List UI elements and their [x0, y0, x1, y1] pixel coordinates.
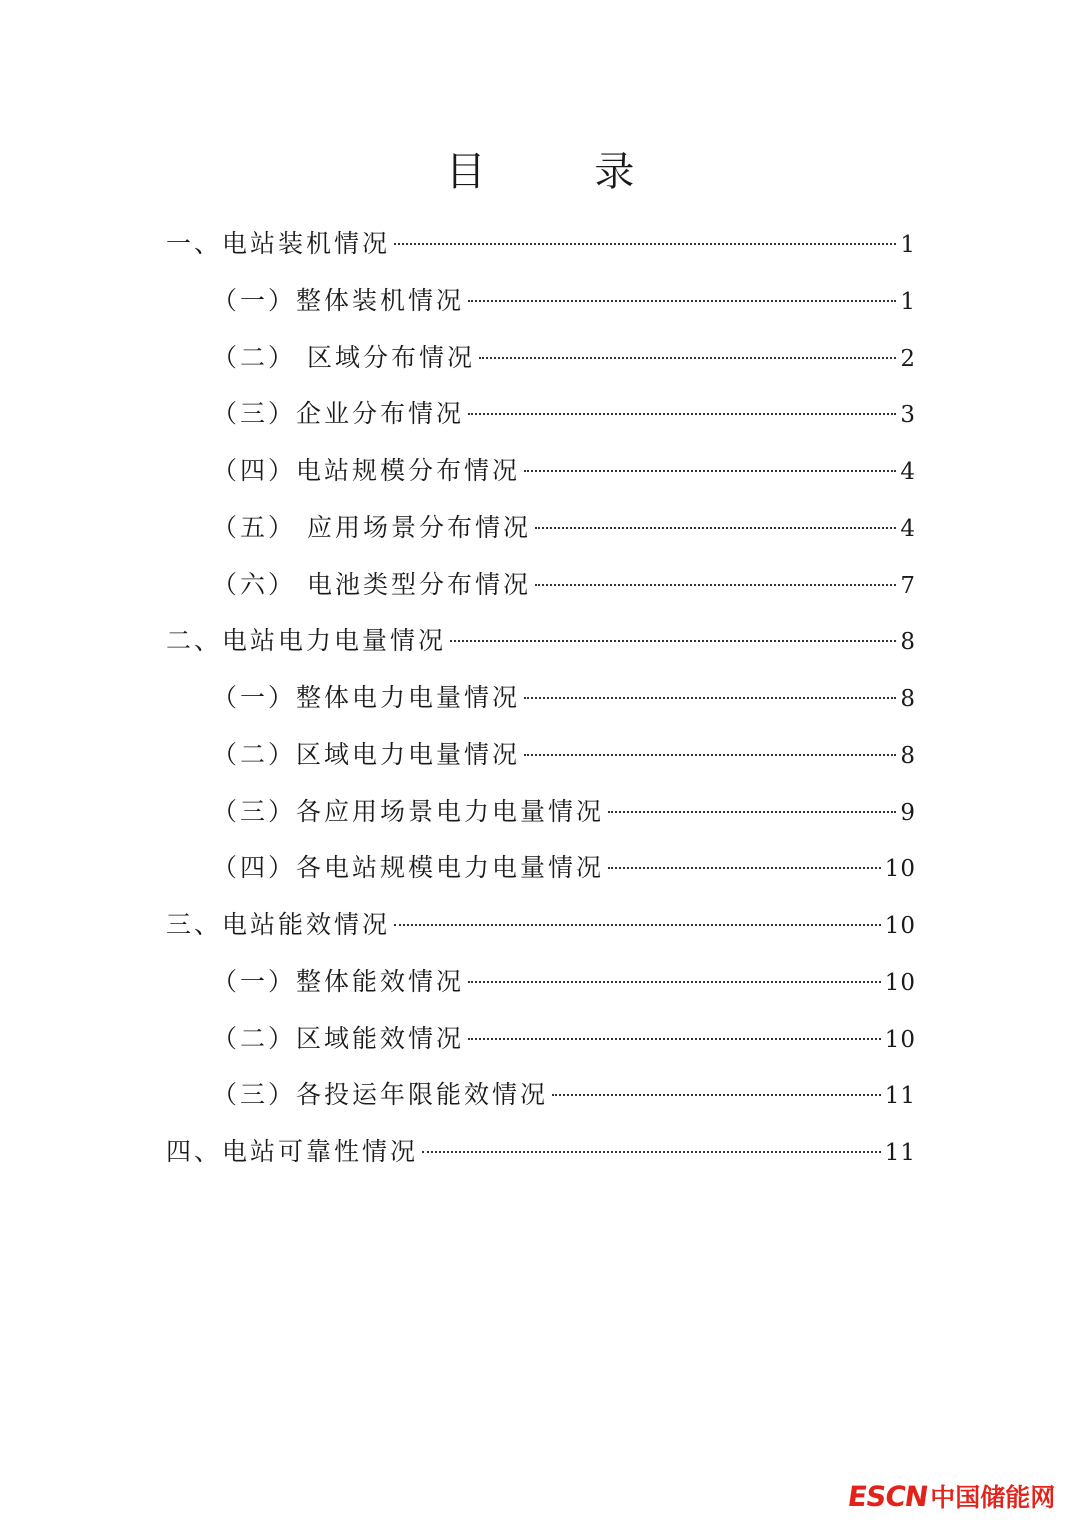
toc-dot-leader: [468, 981, 881, 983]
toc-entry[interactable]: [166, 840, 916, 897]
toc-dot-leader: [552, 1094, 881, 1096]
toc-entry[interactable]: [166, 557, 916, 614]
toc-entry[interactable]: [166, 273, 916, 330]
toc-entry-label: 四、电站可靠性情况: [166, 1137, 419, 1166]
toc-dot-leader: [394, 243, 896, 245]
toc-entry-label: （三）各投运年限能效情况: [212, 1080, 549, 1110]
toc-entry[interactable]: [166, 443, 916, 500]
page-title: 目 录: [445, 149, 683, 195]
toc-entry-label: （一）整体能效情况: [212, 966, 465, 996]
toc-page-number: 8: [900, 742, 916, 769]
toc-entry-label: 一、电站装机情况: [166, 229, 391, 258]
toc-dot-leader: [394, 924, 881, 926]
toc-entry-label: （二）区域能效情况: [212, 1023, 465, 1053]
toc-page-number: 11: [884, 1083, 916, 1110]
toc-page-number: 7: [900, 572, 916, 599]
toc-entry-label: （二） 区域分布情况: [212, 342, 475, 372]
toc-page-number: 10: [884, 1026, 916, 1053]
toc-entry-label: （三）企业分布情况: [212, 399, 465, 429]
toc-dot-leader: [608, 867, 881, 869]
toc-page-number: 3: [900, 402, 916, 429]
toc-entry[interactable]: [166, 1067, 916, 1124]
toc-entry[interactable]: [166, 670, 916, 727]
toc-entry-label: 三、电站能效情况: [166, 910, 391, 939]
toc-dot-leader: [468, 413, 896, 415]
toc-entry-label: （六） 电池类型分布情况: [212, 569, 531, 599]
toc-page-number: 10: [884, 969, 916, 996]
toc-entry-label: （四）电站规模分布情况: [212, 456, 521, 485]
toc-page-number: 1: [900, 232, 916, 258]
toc-page-number: 2: [900, 345, 916, 372]
toc-page-number: 10: [884, 856, 916, 883]
toc-dot-leader: [450, 640, 896, 642]
toc-entry[interactable]: [166, 1011, 916, 1068]
toc-entry-label: （五） 应用场景分布情况: [212, 512, 531, 542]
toc-entry-label: （一）整体电力电量情况: [212, 683, 521, 712]
toc-entry-label: （四）各电站规模电力电量情况: [212, 853, 605, 883]
toc-dot-leader: [524, 754, 896, 756]
toc-entry-label: 二、电站电力电量情况: [166, 626, 447, 656]
toc-dot-leader: [468, 1038, 881, 1040]
toc-dot-leader: [524, 697, 896, 699]
toc-page-number: 8: [900, 629, 916, 656]
toc-entry[interactable]: [166, 330, 916, 387]
toc-page-number: 4: [900, 459, 916, 485]
toc-entry[interactable]: [166, 897, 916, 954]
toc-dot-leader: [535, 584, 896, 586]
toc-entry-label: （三）各应用场景电力电量情况: [212, 796, 605, 826]
table-of-contents: [166, 216, 916, 1181]
toc-page-number: 9: [900, 799, 916, 826]
toc-entry[interactable]: [166, 954, 916, 1011]
toc-page-number: 8: [900, 686, 916, 712]
logo-cjk-text: 中国储能网: [930, 1483, 1056, 1512]
toc-dot-leader: [524, 470, 896, 472]
toc-page-number: 4: [900, 515, 916, 542]
toc-entry-label: （二）区域电力电量情况: [212, 739, 521, 769]
toc-page-number: 10: [884, 913, 916, 939]
toc-entry-label: （一）整体装机情况: [212, 285, 465, 315]
toc-dot-leader: [479, 357, 896, 359]
toc-entry[interactable]: [166, 1124, 916, 1181]
toc-entry[interactable]: [166, 727, 916, 784]
toc-dot-leader: [608, 811, 896, 813]
toc-entry[interactable]: [166, 613, 916, 670]
toc-page-number: 11: [884, 1140, 916, 1166]
toc-dot-leader: [468, 300, 896, 302]
toc-page-number: 1: [900, 288, 916, 315]
toc-dot-leader: [535, 527, 896, 529]
toc-entry[interactable]: [166, 784, 916, 841]
escn-watermark-logo: [845, 1478, 1056, 1514]
toc-entry[interactable]: [166, 216, 916, 273]
toc-dot-leader: [422, 1151, 881, 1153]
toc-entry[interactable]: [166, 500, 916, 557]
toc-entry[interactable]: [166, 386, 916, 443]
logo-latin-text: ESCN: [845, 1479, 930, 1513]
